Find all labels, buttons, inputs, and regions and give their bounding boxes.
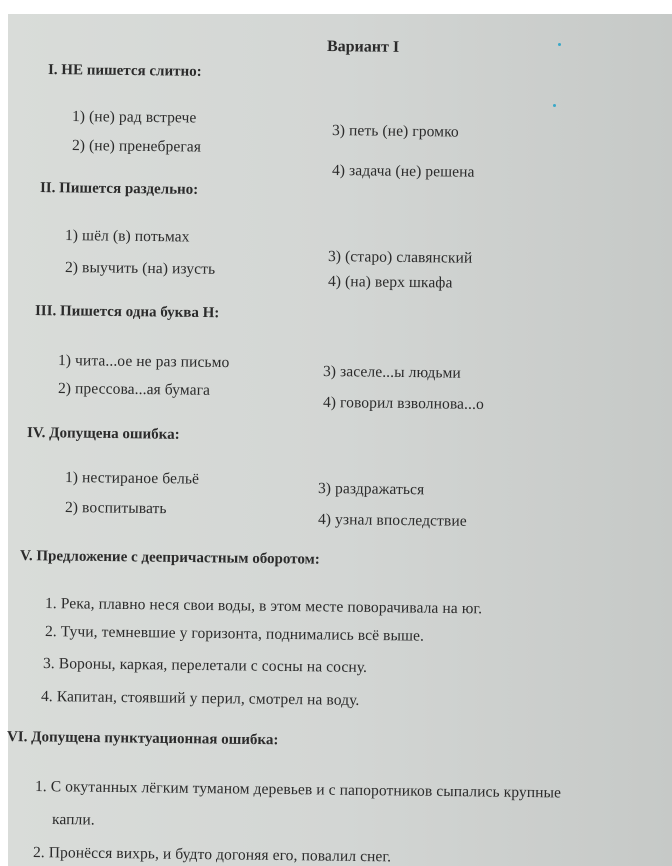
option: 1) шёл (в) потьмах — [64, 227, 190, 246]
sentence: 4. Капитан, стоявший у перил, смотрел на воду. — [40, 688, 360, 709]
speck — [553, 104, 556, 107]
option: 1) чита...ое не раз письмо — [57, 352, 230, 372]
section-heading: I. НЕ пишется слитно: — [47, 62, 202, 80]
section-heading: IV. Допущена ошибка: — [26, 425, 180, 443]
sentence: 3. Вороны, каркая, перелетали с сосны на сосну. — [42, 655, 368, 676]
option: 1) (не) рад встрече — [71, 108, 197, 127]
sentence: 1. Река, плавно неся свои воды, в этом месте поворачивала на юг. — [44, 595, 483, 618]
option: 4) (на) верх шкафа — [327, 273, 453, 292]
section-heading: V. Предложение с деепричастным оборотом: — [19, 548, 320, 568]
section-heading: II. Пишется раздельно: — [39, 180, 199, 198]
sentence-continuation: капли. — [51, 811, 95, 829]
option: 4) задача (не) решена — [331, 162, 475, 181]
section-heading: VI. Допущена пунктуационная ошибка: — [6, 729, 279, 749]
option: 2) (не) пренебрегая — [71, 137, 202, 156]
option: 1) нестираное бельё — [64, 469, 200, 488]
page-title: Вариант I — [326, 38, 400, 56]
option: 2) прессова...ая бумага — [57, 380, 211, 399]
option: 3) (старо) славянский — [327, 248, 473, 267]
option: 4) говорил взволнова...о — [322, 394, 484, 413]
option: 4) узнал впоследствие — [317, 511, 467, 530]
option: 2) воспитывать — [64, 499, 167, 518]
sentence: 2. Тучи, темневшие у горизонта, поднимались всё выше. — [44, 623, 425, 645]
sentence: 1. С окутанных лёгким туманом деревьев и с папоротников сыпались крупные — [34, 778, 562, 802]
speck — [558, 43, 561, 46]
section-heading: III. Пишется одна буква Н: — [34, 303, 220, 322]
option: 2) выучить (на) изусть — [64, 259, 216, 278]
sentence: 2. Пронёсся вихрь, и будто догоняя его, повалил снег. — [32, 844, 392, 866]
option: 3) раздражаться — [317, 480, 425, 499]
option: 3) петь (не) громко — [331, 122, 459, 141]
option: 3) заселе...ы людьми — [322, 363, 461, 382]
